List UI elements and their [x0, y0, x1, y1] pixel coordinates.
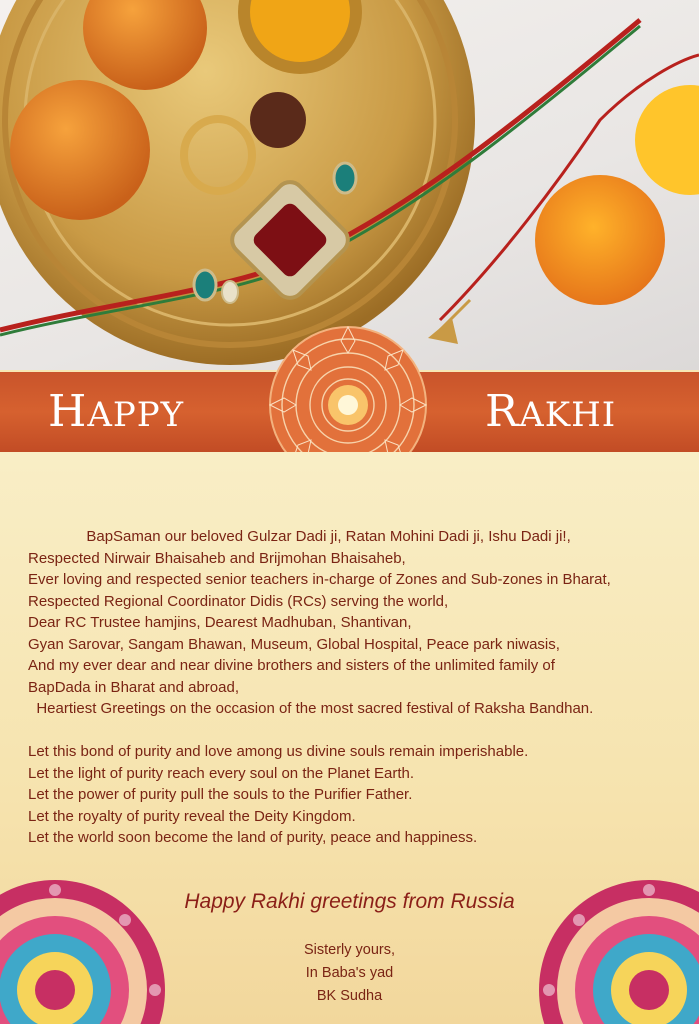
message-line: Respected Regional Coordinator Didis (RCs) serving the world, [28, 592, 449, 610]
festive-photo [0, 0, 699, 370]
message-line: Dear RC Trustee hamjins, Dearest Madhuban, Shantivan, [28, 614, 412, 631]
message-line: Gyan Sarovar, Sangam Bhawan, Museum, Global Hospital, Peace park niwasis, [28, 635, 560, 653]
signoff: Sisterly yours, [303, 942, 396, 958]
ladoo-sweet [10, 80, 150, 220]
marigold-flower [635, 85, 699, 195]
message-line: Let this bond of purity and love among us divine souls remain imperishable. [28, 743, 529, 760]
message-line: Let the royalty of purity reveal the Deity Kingdom. [28, 807, 356, 825]
banner-word-happy: HAPPY [48, 386, 185, 437]
marigold-flower [535, 175, 665, 305]
message-line: Let the light of purity reach every soul on the Planet Earth. [28, 764, 415, 782]
message-line: Respected Nirwair Bhaisaheb and Brijmohan Bhaisaheb, [28, 549, 406, 567]
banner-word-rakhi: RAKHI [485, 386, 617, 437]
message-line: Let the world soon become the land of purity, peace and happiness. [28, 829, 478, 846]
sweet-ball [250, 92, 306, 148]
signoff-name: BK Sudha [316, 988, 383, 1004]
message-line: BapSaman our beloved Gulzar Dadi ji, Ratan Mohini Dadi ji, Ishu Dadi ji!, [28, 528, 571, 545]
message-line: Heartiest Greetings on the occasion of the most sacred festival of Raksha Bandhan. [28, 700, 594, 717]
message-line: BapDada in Bharat and abroad, [28, 678, 239, 696]
closing-greeting: Happy Rakhi greetings from Russia [184, 890, 515, 913]
message-line [28, 720, 688, 742]
greeting-message [28, 526, 688, 849]
message-line: And my ever dear and near divine brothers and sisters of the unlimited family of [28, 657, 555, 674]
rakhi-thali-illustration [0, 0, 699, 370]
message-line: Ever loving and respected senior teachers in-charge of Zones and Sub-zones in Bharat, [28, 571, 611, 588]
signoff-yad: In Baba's yad [305, 965, 394, 981]
message-line: Let the power of purity pull the souls to the Purifier Father. [28, 786, 413, 803]
